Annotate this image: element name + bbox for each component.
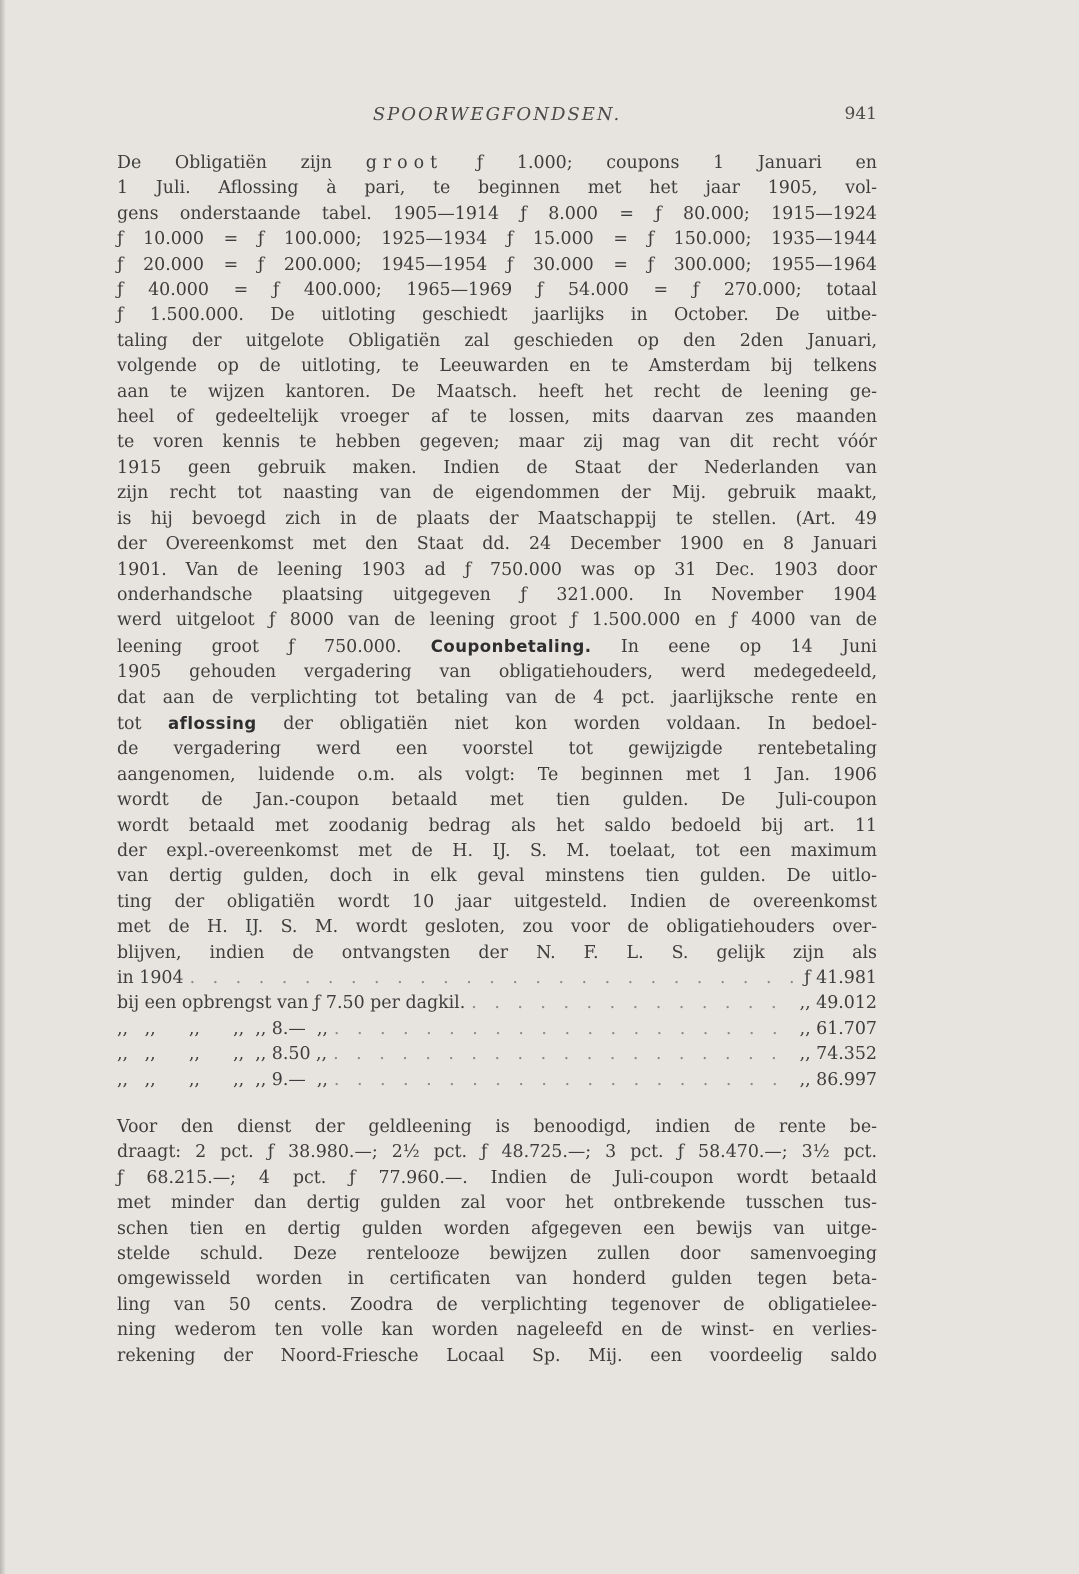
text-line: van dertig gulden, doch in elk geval minstens tien gulden. De uitlo- [117, 866, 877, 887]
paragraph-obligations [117, 151, 877, 966]
table-row-value: ƒ 41.981 [804, 968, 877, 988]
spaced-word: groot [365, 153, 444, 173]
text-line: tot aflossing der obligatiën niet kon worden voldaan. In bedoel- [117, 713, 877, 734]
text-line: Voor den dienst der geldleening is benoodigd, indien de rente be- [117, 1116, 877, 1137]
text-line: schen tien en dertig gulden worden afgegeven een bewijs van uitge- [117, 1218, 877, 1239]
text-line: ƒ 20.000 = ƒ 200.000; 1945—1954 ƒ 30.000 = ƒ 300.000; 1955—1964 [117, 254, 877, 275]
text-line: ƒ 10.000 = ƒ 100.000; 1925—1934 ƒ 15.000 = ƒ 150.000; 1935—1944 [117, 229, 877, 250]
text-line: 1905 gehouden vergadering van obligatiehouders, werd medegedeeld, [117, 662, 877, 683]
table-row-label: in 1904 [117, 968, 184, 988]
table-row-label: ,, ,, ,, ,, ,, 8.— ,, [117, 1018, 328, 1039]
leader-dots [190, 966, 799, 991]
text-line: met minder dan dertig gulden zal voor het ontbrekende tusschen tus- [117, 1193, 877, 1214]
text-line: 1915 geen gebruik maken. Indien de Staat der Nederlanden van [117, 457, 877, 478]
text-line: dat aan de verplichting tot betaling van de 4 pct. jaarlijksche rente en [117, 687, 877, 708]
running-title: SPOORWEGFONDSEN. [372, 104, 622, 125]
spacer [117, 1093, 877, 1115]
table-row-label: bij een opbrengst van ƒ 7.50 per dagkil. [117, 993, 466, 1014]
text-line: zijn recht tot naasting van de eigendommen der Mij. gebruik maakt, [117, 483, 877, 504]
table-row [117, 1068, 877, 1093]
text-line: omgewisseld worden in certificaten van honderd gulden tegen beta- [117, 1269, 877, 1290]
table-row-value: ,, 49.012 [799, 993, 877, 1014]
paragraph-debt-service [117, 1115, 877, 1369]
text-line: aan te wijzen kantoren. De Maatsch. heeft het recht de leening ge- [117, 381, 877, 402]
text-line: te voren kennis te hebben gegeven; maar zij mag van dit recht vóór [117, 432, 877, 453]
leader-dots [333, 1042, 793, 1067]
leader-dots [334, 1068, 794, 1093]
text-line: wordt de Jan.-coupon betaald met tien gulden. De Juli-coupon [117, 790, 877, 811]
table-row-label: ,, ,, ,, ,, ,, 8.50 ,, [117, 1044, 328, 1065]
section-heading-couponbetaling: Couponbetaling. [430, 636, 592, 656]
page-number: 941 [844, 104, 877, 124]
text-line: 1901. Van de leening 1903 ad ƒ 750.000 was op 31 Dec. 1903 door [117, 559, 877, 580]
table-row-value: ,, 74.352 [799, 1044, 877, 1065]
text-line: ƒ 68.215.—; 4 pct. ƒ 77.960.—. Indien de Juli-coupon wordt betaald [117, 1167, 877, 1188]
table-row [117, 991, 877, 1016]
text-line: is hij bevoegd zich in de plaats der Maatschappij te stellen. (Art. 49 [117, 508, 877, 529]
text-line: ƒ 1.500.000. De uitloting geschiedt jaarlijks in October. De uitbe- [117, 305, 877, 326]
text-line: met de H. IJ. S. M. wordt gesloten, zou voor de obligatiehouders over- [117, 917, 877, 938]
text-line: de vergadering werd een voorstel tot gewijzigde rentebetaling [117, 739, 877, 760]
text-line: draagt: 2 pct. ƒ 38.980.—; 2½ pct. ƒ 48.725.—; 3 pct. ƒ 58.470.—; 3½ pct. [117, 1142, 877, 1163]
text-line: werd uitgeloot ƒ 8000 van de leening groot ƒ 1.500.000 en ƒ 4000 van de [117, 610, 877, 631]
text-line: 1 Juli. Aflossing à pari, te beginnen met het jaar 1905, vol- [117, 178, 877, 199]
table-row [117, 966, 877, 991]
table-row-value: ,, 86.997 [799, 1069, 877, 1090]
text-line: stelde schuld. Deze rentelooze bewijzen zullen door samenvoeging [117, 1243, 877, 1264]
leader-dots [471, 991, 793, 1016]
text-line: gens onderstaande tabel. 1905—1914 ƒ 8.000 = ƒ 80.000; 1915—1924 [117, 203, 877, 224]
section-heading-aflossing: aflossing [168, 713, 257, 733]
text-line: taling der uitgelote Obligatiën zal geschieden op den 2den Januari, [117, 330, 877, 351]
text-line: volgende op de uitloting, te Leeuwarden en te Amsterdam bij telkens [117, 356, 877, 377]
text-line: heel of gedeeltelijk vroeger af te lossen, mits daarvan zes maanden [117, 407, 877, 428]
text-line: wordt betaald met zoodanig bedrag als het saldo bedoeld bij art. 11 [117, 815, 877, 836]
table-row [117, 1017, 877, 1042]
text-line: ning wederom ten volle kan worden nageleefd en de winst- en verlies- [117, 1320, 877, 1341]
table-row-value: ,, 61.707 [799, 1018, 877, 1039]
text-line: De Obligatiën zijn groot ƒ 1.000; coupons 1 Januari en [117, 153, 878, 173]
text-line: leening groot ƒ 750.000. Couponbetaling. In eene op 14 Juni [117, 636, 877, 657]
text-line: ling van 50 cents. Zoodra de verplichting tegenover de obligatielee- [117, 1294, 877, 1315]
table-row [117, 1042, 877, 1067]
text-line: rekening der Noord-Friesche Locaal Sp. Mij. een voordeelig saldo [117, 1345, 877, 1366]
text-line: blijven, indien de ontvangsten der N. F. L. S. gelijk zijn als [117, 942, 877, 963]
text-line: ƒ 40.000 = ƒ 400.000; 1965—1969 ƒ 54.000 = ƒ 270.000; totaal [117, 280, 877, 301]
text-line: ting der obligatiën wordt 10 jaar uitgesteld. Indien de overeenkomst [117, 891, 877, 912]
table-row-label: ,, ,, ,, ,, ,, 9.— ,, [117, 1069, 328, 1090]
page-body [117, 151, 877, 1369]
page-header [117, 104, 877, 134]
page-edge [0, 0, 6, 1574]
text-line: der expl.-overeenkomst met de H. IJ. S. M. toelaat, tot een maximum [117, 840, 877, 861]
text-line: onderhandsche plaatsing uitgegeven ƒ 321.000. In November 1904 [117, 584, 877, 605]
text-line: der Overeenkomst met den Staat dd. 24 December 1900 en 8 Januari [117, 534, 877, 555]
revenue-table [117, 966, 877, 1093]
text-line: aangenomen, luidende o.m. als volgt: Te beginnen met 1 Jan. 1906 [117, 764, 877, 785]
leader-dots [334, 1017, 794, 1042]
